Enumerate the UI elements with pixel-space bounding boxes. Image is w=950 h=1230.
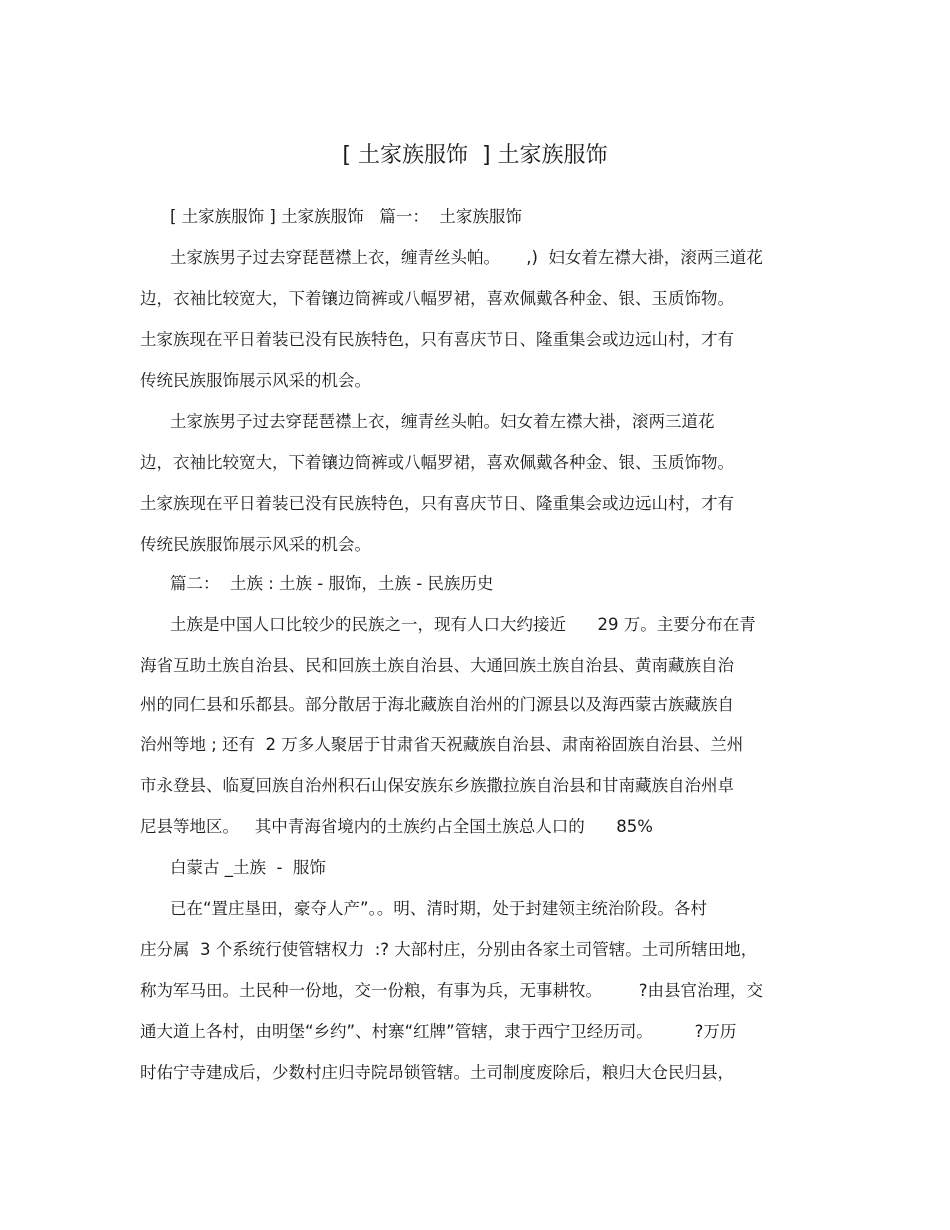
text-line: 土家族现在平日着装已没有民族特色，只有喜庆节日、隆重集会或边远山村，才有 <box>140 494 734 513</box>
text-line: 边，衣袖比较宽大，下着镶边筒裤或八幅罗裙，喜欢佩戴各种金、银、玉质饰物。 <box>140 453 734 472</box>
text-line: 土家族男子过去穿琵琶襟上衣，缠青丝头帕。妇女着左襟大褂，滚两三道花 <box>170 412 715 431</box>
text-line: 边，衣袖比较宽大，下着镶边筒裤或八幅罗裙，喜欢佩戴各种金、银、玉质饰物。 <box>140 289 734 308</box>
text-line: 市永登县、临夏回族自治州积石山保安族东乡族撒拉族自治县和甘南藏族自治州卓 <box>140 776 734 795</box>
text-line: 通大道上各村，由明堡“乡约”、村寨“红牌”管辖，隶于西宁卫经历司。 ?万历 <box>140 1022 737 1041</box>
text-line: 土家族现在平日着装已没有民族特色，只有喜庆节日、隆重集会或边远山村，才有 <box>140 330 734 349</box>
page-title: [ 土家族服饰 ] 土家族服饰 <box>342 143 608 168</box>
text-line: 传统民族服饰展示风采的机会。 <box>140 371 371 390</box>
text-line: 白蒙古 _土族 - 服饰 <box>170 858 326 877</box>
text-line: 土族是中国人口比较少的民族之一，现有人口大约接近 29 万。主要分布在青 <box>170 615 756 634</box>
text-line: 时佑宁寺建成后，少数村庄归寺院昂锁管辖。土司制度废除后，粮归大仓民归县， <box>140 1063 734 1082</box>
text-line: 篇二： 土族 : 土族 - 服饰，土族 - 民族历史 <box>170 574 494 593</box>
text-line: 庄分属 3 个系统行使管辖权力 :? 大部村庄，分别由各家土司管辖。土司所辖田地， <box>140 940 758 959</box>
text-line: 州的同仁县和乐都县。部分散居于海北藏族自治州的门源县以及海西蒙古族藏族自 <box>140 695 734 714</box>
text-line: 海省互助土族自治县、民和回族土族自治县、大通回族土族自治县、黄南藏族自治 <box>140 656 734 675</box>
text-line: 称为军马田。土民种一份地，交一份粮，有事为兵，无事耕牧。 ?由县官治理，交 <box>140 981 763 1000</box>
text-line: [ 土家族服饰 ] 土家族服饰 篇一： 土家族服饰 <box>170 207 522 226</box>
text-line: 尼县等地区。 其中青海省境内的土族约占全国土族总人口的 85% <box>140 817 653 836</box>
text-line: 传统民族服饰展示风采的机会。 <box>140 535 371 554</box>
text-line: 治州等地 ; 还有 2 万多人聚居于甘肃省天祝藏族自治县、肃南裕固族自治县、兰州 <box>140 735 744 754</box>
text-line: 已在“置庄垦田，豪夺人产”。。明、清时期，处于封建领主统治阶段。各村 <box>170 899 707 918</box>
text-line: 土家族男子过去穿琵琶襟上衣，缠青丝头帕。 ,) 妇女着左襟大褂，滚两三道花 <box>170 248 763 267</box>
